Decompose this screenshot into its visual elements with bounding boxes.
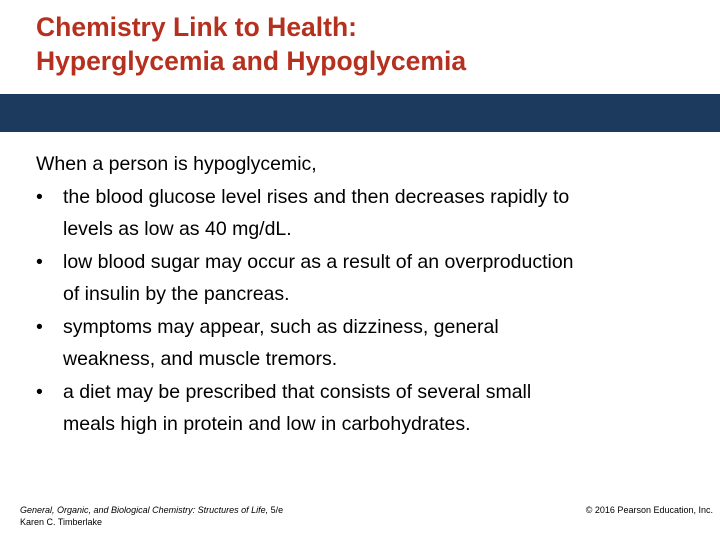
bullet-text bbox=[63, 246, 706, 311]
bullet-line: of insulin by the pancreas. bbox=[63, 283, 290, 305]
header-bar bbox=[0, 94, 720, 132]
bullet-item bbox=[36, 246, 706, 311]
footer-copyright: © 2016 Pearson Education, Inc. bbox=[585, 505, 713, 515]
bullet-line: a diet may be prescribed that consists of several small bbox=[63, 380, 532, 403]
footer-citation bbox=[20, 504, 283, 528]
bullet-item bbox=[36, 376, 706, 441]
bullet-dot-icon: • bbox=[36, 315, 43, 338]
slide-body bbox=[36, 148, 706, 441]
bullet-text bbox=[63, 376, 706, 441]
bullet-line: symptoms may appear, such as dizziness, general bbox=[63, 315, 499, 338]
bullet-text bbox=[63, 311, 706, 376]
bullet-line: meals high in protein and low in carbohydrates. bbox=[63, 413, 471, 435]
slide-title-line-2: Hyperglycemia and Hypoglycemia bbox=[36, 46, 467, 76]
bullet-dot-icon: • bbox=[36, 380, 43, 403]
bullet-item bbox=[36, 311, 706, 376]
bullet-dot-icon: • bbox=[36, 250, 43, 273]
footer-book-line bbox=[20, 504, 283, 516]
bullet-text bbox=[63, 181, 706, 246]
footer-author: Karen C. Timberlake bbox=[20, 517, 103, 527]
bullet-line: levels as low as 40 mg/dL. bbox=[63, 218, 292, 240]
footer-book-title: General, Organic, and Biological Chemistry: Structures of Life, bbox=[20, 505, 269, 515]
slide-title-line-1: Chemistry Link to Health: bbox=[36, 12, 357, 42]
bullet-item bbox=[36, 181, 706, 246]
bullet-line: low blood sugar may occur as a result of an overproduction bbox=[63, 250, 574, 273]
bullet-line: weakness, and muscle tremors. bbox=[63, 348, 338, 370]
bullet-dot-icon: • bbox=[36, 185, 43, 208]
intro-text: When a person is hypoglycemic, bbox=[36, 153, 317, 175]
bullet-list bbox=[36, 181, 706, 441]
bullet-line: the blood glucose level rises and then decreases rapidly to bbox=[63, 185, 570, 208]
footer-edition: 5/e bbox=[268, 505, 284, 515]
slide-title bbox=[36, 10, 696, 78]
